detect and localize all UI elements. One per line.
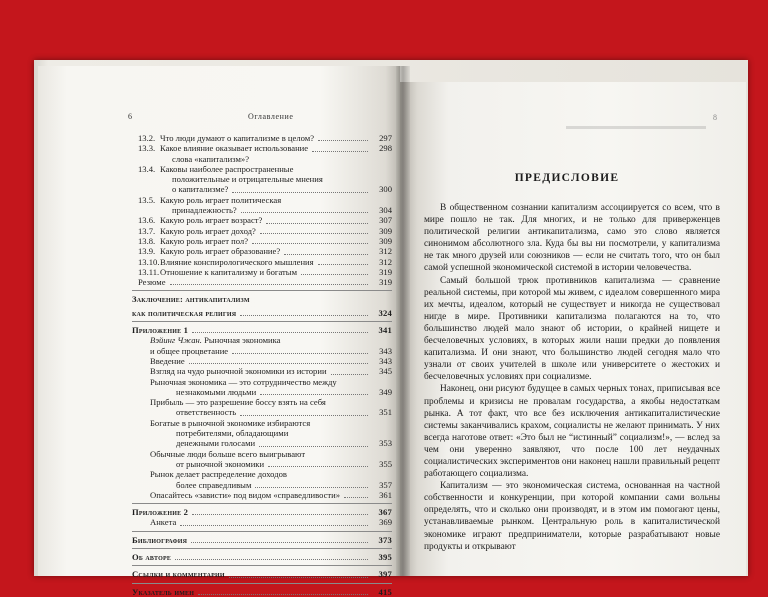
toc-entry bbox=[92, 449, 392, 459]
toc-entry-title: Какую роль играет политическая bbox=[160, 194, 282, 205]
toc-entry-number: 13.5. bbox=[138, 194, 156, 205]
toc-entry bbox=[92, 490, 392, 500]
toc-entry bbox=[92, 438, 392, 448]
toc-dot-leader bbox=[312, 151, 368, 152]
toc-dot-leader bbox=[241, 212, 368, 213]
toc-dot-leader bbox=[344, 497, 368, 498]
toc-entry bbox=[92, 397, 392, 407]
toc-entry-title: Приложение 1 bbox=[132, 325, 189, 336]
toc-entry bbox=[92, 246, 392, 256]
toc-entry bbox=[92, 205, 392, 215]
right-page-number: 8 bbox=[713, 113, 717, 122]
toc-dot-leader bbox=[240, 315, 368, 316]
preface-title: ПРЕДИСЛОВИЕ bbox=[514, 172, 620, 184]
toc-entry-title: Каковы наиболее распространенные bbox=[160, 163, 294, 174]
toc-entry bbox=[92, 407, 392, 417]
toc-divider bbox=[132, 321, 392, 322]
toc-dot-leader bbox=[331, 374, 368, 375]
toc-divider bbox=[132, 583, 392, 584]
toc-page-number: 345 bbox=[379, 366, 392, 377]
toc-entry-title: Прибыль — это разрешение боссу взять на себя bbox=[150, 397, 326, 408]
toc-entry bbox=[92, 428, 392, 438]
toc-entry-title: как политическая религия bbox=[132, 307, 237, 318]
toc-entry-title: Богатые в рыночной экономике избираются bbox=[150, 417, 311, 428]
toc-entry bbox=[92, 236, 392, 246]
toc-entry-number: 13.4. bbox=[138, 163, 156, 174]
toc-entry-title: Об авторе bbox=[132, 551, 172, 562]
toc-dot-leader bbox=[198, 594, 368, 595]
toc-entry bbox=[92, 184, 392, 194]
toc-entry-title: Какую роль играет доход? bbox=[160, 225, 256, 236]
toc-entry-title: положительные и отрицательные мнения bbox=[172, 174, 323, 185]
toc-entry bbox=[92, 356, 392, 366]
toc-entry-title: незнакомыми людьми bbox=[176, 386, 257, 397]
toc-page-number: 319 bbox=[379, 277, 392, 288]
toc-entry-title: Обычные люди больше всего выигрывают bbox=[150, 448, 306, 459]
toc-page-number: 343 bbox=[379, 355, 392, 366]
toc-page-number: 367 bbox=[378, 507, 392, 518]
toc-entry bbox=[92, 174, 392, 184]
toc-entry bbox=[92, 507, 392, 517]
toc-dot-leader bbox=[266, 223, 368, 224]
toc-entry-title: Заключение: антикапитализм bbox=[132, 294, 250, 305]
toc-page-number: 351 bbox=[379, 407, 392, 418]
toc-entry bbox=[92, 215, 392, 225]
toc-page-number: 312 bbox=[379, 256, 392, 267]
toc-entry bbox=[92, 377, 392, 387]
toc-entry-title: Анкета bbox=[150, 517, 177, 528]
toc-dot-leader bbox=[180, 525, 368, 526]
toc-dot-leader bbox=[175, 559, 368, 560]
toc-dot-leader bbox=[259, 446, 368, 447]
preface-paragraph: В общественном сознании капитализм ассоциируется со всем, что в мире пошло не так. Для многих, и не только для приверженцев политической религии антикапитализма, само это слово является синонимом абсолютного зла. Куда бы вы ни посмотрели, у капитализма не так много друзей или союзников — если не считать того, что он был самой успешной экономической системой в истории человечества. bbox=[424, 203, 720, 274]
toc-page-number: 415 bbox=[378, 586, 392, 597]
toc-entry-title: Ссылки и комментарии bbox=[132, 569, 225, 580]
toc-page-number: 369 bbox=[379, 517, 392, 528]
toc-dot-leader bbox=[192, 332, 368, 333]
left-page-number: 6 bbox=[128, 112, 132, 121]
toc-divider bbox=[132, 290, 392, 291]
toc-entry bbox=[92, 587, 392, 597]
toc-entry-title: Приложение 2 bbox=[132, 507, 189, 518]
toc-dot-leader bbox=[192, 514, 368, 515]
toc-entry-title: ответственность bbox=[176, 407, 237, 418]
toc-dot-leader bbox=[170, 284, 368, 285]
preface-body bbox=[424, 202, 720, 553]
toc-entry-title: Опасайтесь «зависти» под видом «справедливости» bbox=[150, 489, 341, 500]
toc-entry bbox=[92, 154, 392, 164]
toc-page-number: 309 bbox=[379, 235, 392, 246]
toc-page-number: 397 bbox=[378, 569, 392, 580]
toc-entry-title: потребителями, обладающими bbox=[176, 428, 289, 439]
toc-entry bbox=[92, 517, 392, 527]
toc-entry bbox=[92, 226, 392, 236]
toc-entry bbox=[92, 335, 392, 345]
toc-page-number: 361 bbox=[379, 489, 392, 500]
toc-dot-leader bbox=[268, 466, 368, 467]
toc-dot-leader bbox=[189, 363, 368, 364]
toc-entry bbox=[92, 469, 392, 479]
toc-entry-title: Что люди думают о капитализме в целом? bbox=[160, 133, 315, 143]
toc-entry-title: Библиография bbox=[132, 534, 188, 545]
toc-entry-title: Введение bbox=[150, 355, 185, 366]
toc-entry-number: 13.9. bbox=[138, 246, 156, 257]
toc-divider bbox=[132, 565, 392, 566]
toc-page-number: 300 bbox=[379, 184, 392, 195]
toc-entry bbox=[92, 143, 392, 153]
toc-dot-leader bbox=[252, 243, 368, 244]
toc-entry bbox=[92, 418, 392, 428]
toc-dot-leader bbox=[232, 192, 368, 193]
toc-entry-title: Влияние конспирологического мышления bbox=[160, 256, 314, 267]
toc-divider bbox=[132, 531, 392, 532]
toc-entry bbox=[92, 552, 392, 562]
toc-page-number: 304 bbox=[379, 205, 392, 216]
toc-page-number: 355 bbox=[379, 458, 392, 469]
table-of-contents bbox=[92, 133, 392, 597]
toc-entry-title: Какую роль играет образование? bbox=[160, 246, 281, 257]
toc-entry-title: от рыночной экономики bbox=[176, 458, 265, 469]
toc-page-number: 395 bbox=[378, 551, 392, 562]
toc-entry bbox=[92, 480, 392, 490]
toc-entry-title: Рыночная экономика — это сотрудничество между bbox=[150, 376, 337, 387]
toc-entry-title: денежными голосами bbox=[176, 438, 256, 449]
book-gutter bbox=[396, 66, 410, 576]
toc-dot-leader bbox=[318, 264, 368, 265]
toc-entry-title: более справедливым bbox=[176, 479, 252, 490]
preface-paragraph: Капитализм — это экономическая система, основанная на частной собственности и конкуренции, при которой компании сами вольны определять, что и сколько они производят, и в этом им помогают цены, устанавливаемые рынком. Центральную роль в капиталистической экономике играют предприниматели, которые разрабатывают новые продукты и открывают bbox=[424, 481, 720, 552]
toc-entry bbox=[92, 133, 392, 143]
toc-page-number: 298 bbox=[379, 143, 392, 154]
toc-page-number: 319 bbox=[379, 266, 392, 277]
toc-entry bbox=[92, 325, 392, 335]
toc-page-number: 324 bbox=[378, 307, 392, 318]
toc-dot-leader bbox=[260, 233, 368, 234]
toc-entry bbox=[92, 346, 392, 356]
toc-entry-number: 13.2. bbox=[138, 133, 156, 143]
toc-entry-number: 13.3. bbox=[138, 143, 156, 154]
toc-page-number: 343 bbox=[379, 345, 392, 356]
toc-page-number: 297 bbox=[379, 133, 392, 143]
show-through-running-head bbox=[566, 122, 706, 134]
toc-entry bbox=[92, 267, 392, 277]
toc-dot-leader bbox=[229, 577, 368, 578]
toc-page-number: 341 bbox=[378, 325, 392, 336]
toc-entry bbox=[92, 294, 392, 304]
toc-entry-title: Какую роль играет возраст? bbox=[160, 215, 263, 226]
toc-entry-title: Отношение к капитализму и богатым bbox=[160, 266, 298, 277]
toc-entry bbox=[92, 387, 392, 397]
toc-dot-leader bbox=[240, 415, 368, 416]
toc-entry bbox=[92, 569, 392, 579]
toc-page-number: 353 bbox=[379, 438, 392, 449]
toc-dot-leader bbox=[284, 254, 368, 255]
toc-dot-leader bbox=[191, 542, 368, 543]
toc-entry-title: принадлежность? bbox=[172, 205, 237, 216]
toc-page-number: 349 bbox=[379, 386, 392, 397]
toc-entry bbox=[92, 308, 392, 318]
toc-entry-title: о капитализме? bbox=[172, 184, 229, 195]
toc-entry-title: Вэйинг Чжан. Рыночная экономика bbox=[150, 335, 281, 346]
preface-paragraph: Самый большой трюк противников капитализма — сравнение реальной системы, при которой мы живем, с идеалом совершенного мира их мечты, идеалом, который не существует и никогда не существовал нигде в мире. Противники капитализма полагаются на то, что большинство людей мало знают об истории, о крайней нищете и бесчеловечных условиях, в которых жили наши предки до появления капитализма. И они знают, что большинство людей сегодня мало что узнали от своих учителей в школе или университете о жестоких и бесчеловечных условиях при социализме. bbox=[424, 275, 720, 383]
toc-page-number: 309 bbox=[379, 225, 392, 236]
preface-paragraph: Наконец, они рисуют будущее в самых черных тонах, приписывая все проблемы и кризисы не провалам государства, а якобы недостаткам рынка. А тот факт, что все без исключения антикапиталистические системы заканчивались крахом, социалисты не желают принимать. У них всегда наготове ответ: «Это был не “истинный” социализм!», — вслед за чем они уверенно заявляют, что после 100 лет неудачных социалистических экспериментов они наконец нашли правильный рецепт работающего социализма. bbox=[424, 384, 720, 480]
toc-divider bbox=[132, 548, 392, 549]
toc-dot-leader bbox=[318, 140, 368, 141]
toc-page-number: 357 bbox=[379, 479, 392, 490]
toc-entry-number: 13.6. bbox=[138, 215, 156, 226]
toc-entry bbox=[92, 164, 392, 174]
toc-entry-title: Рынок делает распределение доходов bbox=[150, 469, 287, 480]
toc-dot-leader bbox=[232, 353, 368, 354]
toc-entry-number: 13.10. bbox=[138, 256, 160, 267]
toc-entry-title: Резюме bbox=[138, 277, 166, 288]
toc-entry-number: 13.8. bbox=[138, 235, 156, 246]
toc-entry-title: слова «капитализм»? bbox=[172, 153, 250, 164]
toc-entry-title: Какое влияние оказывает использование bbox=[160, 143, 309, 154]
toc-entry-number: 13.7. bbox=[138, 225, 156, 236]
toc-entry bbox=[92, 257, 392, 267]
toc-page-number: 307 bbox=[379, 215, 392, 226]
toc-entry-title: Взгляд на чудо рыночной экономики из истории bbox=[150, 366, 327, 377]
toc-entry bbox=[92, 366, 392, 376]
toc-entry-title: Какую роль играет пол? bbox=[160, 235, 249, 246]
toc-entry-title: Указатель имен bbox=[132, 586, 195, 597]
left-running-head: Оглавление bbox=[248, 112, 294, 121]
toc-page-number: 373 bbox=[378, 534, 392, 545]
toc-dot-leader bbox=[260, 394, 368, 395]
toc-entry-number: 13.11. bbox=[138, 266, 160, 277]
toc-dot-leader bbox=[301, 274, 368, 275]
toc-divider bbox=[132, 503, 392, 504]
toc-entry-title: и общее процветание bbox=[150, 345, 229, 356]
toc-entry bbox=[92, 459, 392, 469]
toc-dot-leader bbox=[255, 487, 368, 488]
toc-entry bbox=[92, 535, 392, 545]
toc-entry bbox=[92, 277, 392, 287]
toc-entry bbox=[92, 195, 392, 205]
toc-page-number: 312 bbox=[379, 246, 392, 257]
